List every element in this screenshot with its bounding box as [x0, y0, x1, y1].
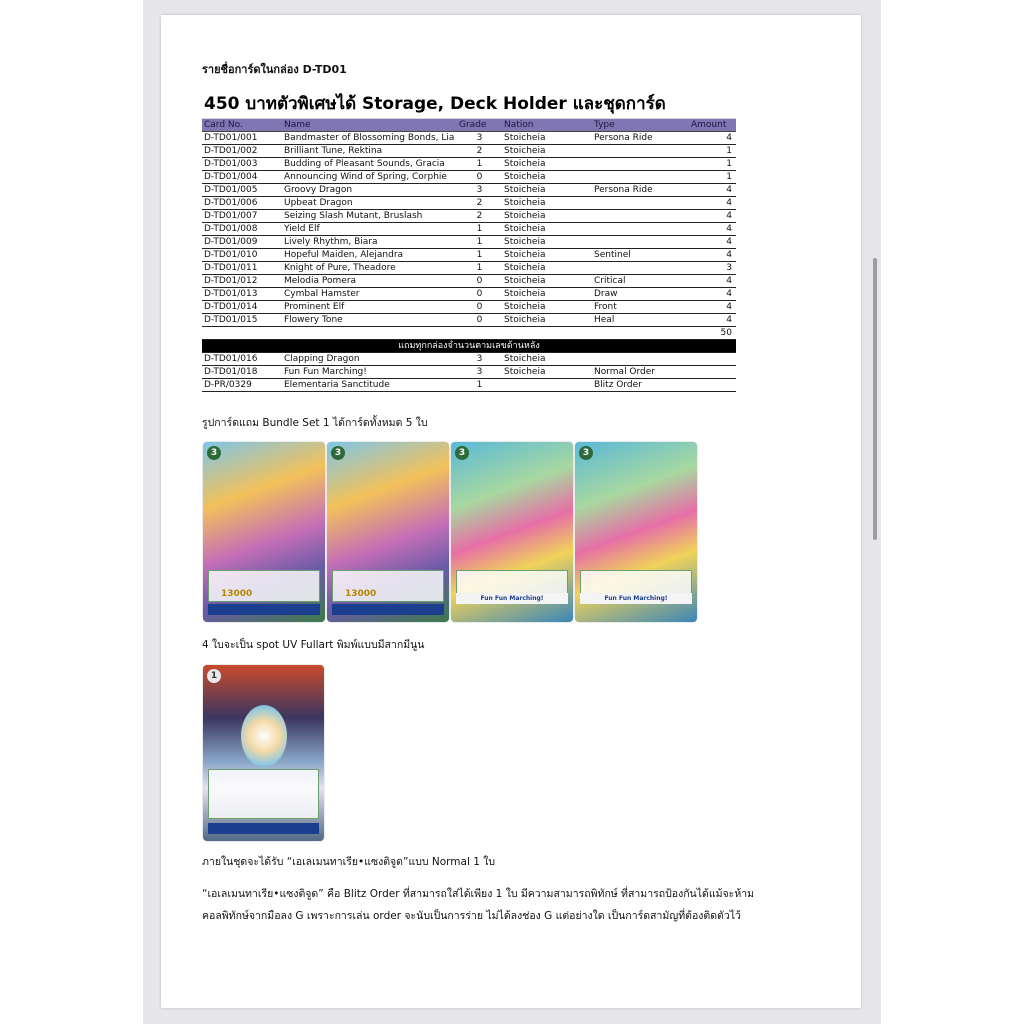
cell-grade: 0 — [457, 301, 502, 314]
cell-no: D-TD01/016 — [202, 353, 282, 366]
cell-type — [592, 197, 689, 210]
cell-no: D-TD01/011 — [202, 262, 282, 275]
card-namebar — [208, 604, 320, 615]
cell-grade: 2 — [457, 145, 502, 158]
cell-nation: Stoicheia — [502, 158, 592, 171]
table-row — [202, 132, 736, 145]
cell-grade: 1 — [457, 158, 502, 171]
cell-nation: Stoicheia — [502, 145, 592, 158]
cell-name: Fun Fun Marching! — [282, 366, 457, 379]
cell-type — [592, 262, 689, 275]
table-row — [202, 236, 736, 249]
column-header: Name — [282, 119, 457, 132]
cell-name: Hopeful Maiden, Alejandra — [282, 249, 457, 262]
cell-name: Elementaria Sanctitude — [282, 379, 457, 392]
column-header: Amount — [689, 119, 736, 132]
table-row — [202, 301, 736, 314]
cell-no: D-TD01/007 — [202, 210, 282, 223]
cell-nation: Stoicheia — [502, 288, 592, 301]
column-header: Card No. — [202, 119, 282, 132]
cell-no: D-TD01/001 — [202, 132, 282, 145]
cell-name: Melodia Pomera — [282, 275, 457, 288]
cell-no: D-TD01/018 — [202, 366, 282, 379]
cell-type — [592, 158, 689, 171]
total-amount: 50 — [689, 327, 736, 340]
cell-name: Groovy Dragon — [282, 184, 457, 197]
cell-no: D-TD01/010 — [202, 249, 282, 262]
cell-grade: 3 — [457, 366, 502, 379]
cell-amount: 4 — [689, 223, 736, 236]
cell-nation: Stoicheia — [502, 171, 592, 184]
cell-grade: 1 — [457, 236, 502, 249]
card-namebar: Fun Fun Marching! — [580, 593, 692, 604]
cell-amount: 4 — [689, 249, 736, 262]
cell-amount — [689, 379, 736, 392]
table-row — [202, 366, 736, 379]
scrollbar[interactable] — [873, 258, 877, 540]
cell-grade: 3 — [457, 132, 502, 145]
cell-name: Announcing Wind of Spring, Corphie — [282, 171, 457, 184]
cell-name: Brilliant Tune, Rektina — [282, 145, 457, 158]
cell-name: Seizing Slash Mutant, Bruslash — [282, 210, 457, 223]
cell-nation: Stoicheia — [502, 132, 592, 145]
cell-grade: 0 — [457, 314, 502, 327]
cell-no: D-TD01/014 — [202, 301, 282, 314]
cell-amount: 4 — [689, 275, 736, 288]
table-row — [202, 197, 736, 210]
bundle-caption: รูปการ์ดแถม Bundle Set 1 ได้การ์ดทั้งหมด 5 ใบ — [202, 417, 428, 429]
cell-type: Normal Order — [592, 366, 689, 379]
cell-nation: Stoicheia — [502, 353, 592, 366]
table-row — [202, 353, 736, 366]
cell-type: Critical — [592, 275, 689, 288]
cell-type: Persona Ride — [592, 184, 689, 197]
table-row — [202, 249, 736, 262]
card-namebar — [332, 604, 444, 615]
elementaria-card-image — [203, 665, 324, 841]
card-grade-badge: 1 — [207, 669, 221, 683]
cell-nation: Stoicheia — [502, 314, 592, 327]
card-namebar — [208, 823, 319, 834]
document-heading: รายชื่อการ์ดในกล่อง D-TD01 — [202, 63, 347, 76]
table-row — [202, 184, 736, 197]
cell-amount: 4 — [689, 184, 736, 197]
uv-caption: 4 ใบจะเป็น spot UV Fullart พิมพ์แบบมีสากมีนูน — [202, 639, 425, 651]
cell-amount: 1 — [689, 171, 736, 184]
card-list-table — [202, 119, 736, 392]
card-list-sheet — [202, 90, 736, 392]
cell-no: D-TD01/004 — [202, 171, 282, 184]
column-header: Type — [592, 119, 689, 132]
cell-grade: 2 — [457, 197, 502, 210]
card-grade-badge: 3 — [331, 446, 345, 460]
cell-grade: 0 — [457, 275, 502, 288]
cell-name: Lively Rhythm, Biara — [282, 236, 457, 249]
cell-type: Persona Ride — [592, 132, 689, 145]
cell-name: Upbeat Dragon — [282, 197, 457, 210]
cell-grade: 0 — [457, 288, 502, 301]
table-row — [202, 145, 736, 158]
cell-nation: Stoicheia — [502, 197, 592, 210]
card-power: 13000 — [345, 589, 377, 599]
cell-name: Flowery Tone — [282, 314, 457, 327]
cell-nation: Stoicheia — [502, 210, 592, 223]
cell-grade: 1 — [457, 379, 502, 392]
table-row — [202, 379, 736, 392]
cell-amount — [689, 366, 736, 379]
cell-no: D-TD01/015 — [202, 314, 282, 327]
cell-no: D-TD01/003 — [202, 158, 282, 171]
cell-name: Knight of Pure, Theadore — [282, 262, 457, 275]
column-header: Nation — [502, 119, 592, 132]
card-textbox — [208, 769, 319, 819]
cell-name: Prominent Elf — [282, 301, 457, 314]
cell-grade: 2 — [457, 210, 502, 223]
cell-name: Yield Elf — [282, 223, 457, 236]
cell-amount: 4 — [689, 236, 736, 249]
cell-no: D-TD01/012 — [202, 275, 282, 288]
cell-grade: 1 — [457, 223, 502, 236]
cell-type — [592, 171, 689, 184]
card-namebar: Fun Fun Marching! — [456, 593, 568, 604]
table-row — [202, 171, 736, 184]
cell-no: D-TD01/002 — [202, 145, 282, 158]
bundle-card-image — [451, 442, 573, 622]
cell-grade: 3 — [457, 353, 502, 366]
card-grade-badge: 3 — [207, 446, 221, 460]
normal-caption: ภายในชุดจะได้รับ “เอเลเมนทาเรีย•แซงติจูด”แบบ Normal 1 ใบ — [202, 856, 496, 868]
cell-type: Sentinel — [592, 249, 689, 262]
cell-nation: Stoicheia — [502, 262, 592, 275]
cell-nation: Stoicheia — [502, 301, 592, 314]
cell-type: Draw — [592, 288, 689, 301]
cell-amount: 4 — [689, 288, 736, 301]
cell-amount: 4 — [689, 197, 736, 210]
table-row — [202, 288, 736, 301]
cell-type — [592, 236, 689, 249]
card-power: 13000 — [221, 589, 253, 599]
cell-type — [592, 223, 689, 236]
table-row — [202, 314, 736, 327]
bundle-card-image — [575, 442, 697, 622]
cell-amount: 3 — [689, 262, 736, 275]
cell-no: D-TD01/009 — [202, 236, 282, 249]
cell-nation: Stoicheia — [502, 275, 592, 288]
cell-amount: 4 — [689, 132, 736, 145]
cell-amount — [689, 353, 736, 366]
cell-name: Bandmaster of Blossoming Bonds, Lia — [282, 132, 457, 145]
table-header-row — [202, 119, 736, 132]
cell-nation: Stoicheia — [502, 236, 592, 249]
cell-type — [592, 353, 689, 366]
cell-name: Clapping Dragon — [282, 353, 457, 366]
crystal-art — [241, 705, 287, 767]
cell-type: Front — [592, 301, 689, 314]
bundle-card-image — [327, 442, 449, 622]
cell-nation: Stoicheia — [502, 223, 592, 236]
cell-no: D-TD01/005 — [202, 184, 282, 197]
cell-no: D-TD01/006 — [202, 197, 282, 210]
cell-no: D-TD01/008 — [202, 223, 282, 236]
cell-nation: Stoicheia — [502, 184, 592, 197]
cell-grade: 1 — [457, 249, 502, 262]
cell-nation: Stoicheia — [502, 366, 592, 379]
sheet-title: 450 บาทตัวพิเศษได้ Storage, Deck Holder และชุดการ์ด — [202, 90, 736, 119]
card-grade-badge: 3 — [579, 446, 593, 460]
cell-type — [592, 210, 689, 223]
cell-amount: 4 — [689, 301, 736, 314]
cell-type: Blitz Order — [592, 379, 689, 392]
cell-nation — [502, 379, 592, 392]
card-grade-badge: 3 — [455, 446, 469, 460]
cell-name: Budding of Pleasant Sounds, Gracia — [282, 158, 457, 171]
bonus-band-row — [202, 340, 736, 353]
column-header: Grade — [457, 119, 502, 132]
cell-amount: 1 — [689, 158, 736, 171]
cell-name: Cymbal Hamster — [282, 288, 457, 301]
total-row — [202, 327, 736, 340]
table-row — [202, 210, 736, 223]
cell-grade: 3 — [457, 184, 502, 197]
table-row — [202, 158, 736, 171]
bonus-band: แถมทุกกล่องจำนวนตามเลขด้านหลัง — [202, 340, 736, 353]
cell-no: D-TD01/013 — [202, 288, 282, 301]
cell-type: Heal — [592, 314, 689, 327]
cell-grade: 1 — [457, 262, 502, 275]
table-row — [202, 262, 736, 275]
description-line-1: “เอเลเมนทาเรีย•แซงติจูด” คือ Blitz Order ที่สามารถใส่ได้เพียง 1 ใบ มีความสามารถพิทักษ์ ที่สามารถป้องกันได้แม้จะห้าม — [202, 888, 755, 900]
cell-nation: Stoicheia — [502, 249, 592, 262]
bundle-card-image — [203, 442, 325, 622]
cell-no: D-PR/0329 — [202, 379, 282, 392]
cell-amount: 4 — [689, 210, 736, 223]
description-line-2: คอลพิทักษ์จากมือลง G เพราะการเล่น order จะนับเป็นการร่าย ไม่ได้ลงช่อง G แต่อย่างใด เป็นการ์ดสามัญที่ต้องติดตัวไว้ — [202, 910, 741, 922]
cell-amount: 4 — [689, 314, 736, 327]
cell-type — [592, 145, 689, 158]
cell-amount: 1 — [689, 145, 736, 158]
table-row — [202, 275, 736, 288]
table-row — [202, 223, 736, 236]
cell-grade: 0 — [457, 171, 502, 184]
